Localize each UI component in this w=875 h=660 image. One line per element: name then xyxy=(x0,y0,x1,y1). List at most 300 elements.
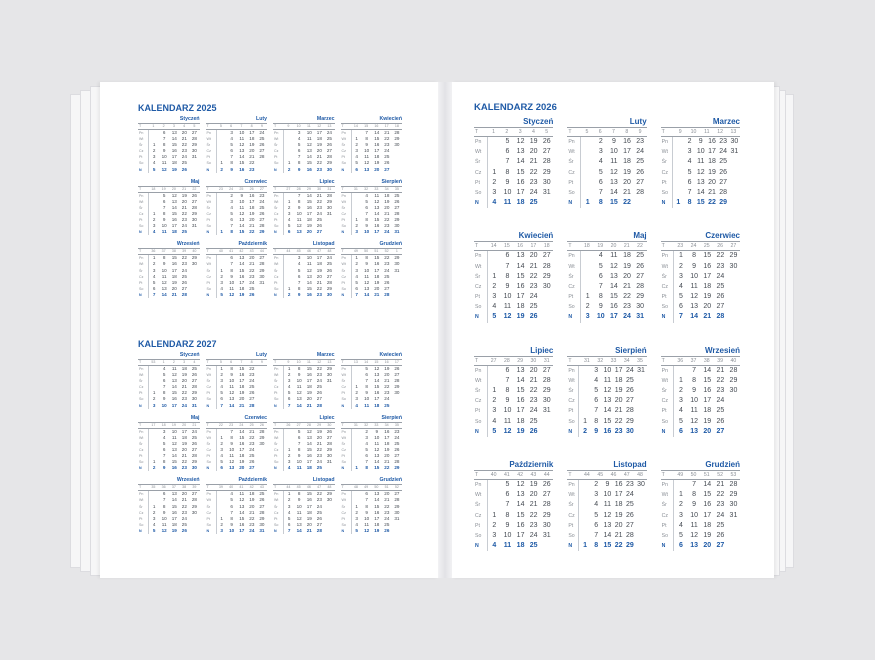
day-row xyxy=(661,302,740,312)
day-label: So xyxy=(474,302,488,312)
day-row xyxy=(661,292,740,302)
day-cell: 24 xyxy=(636,148,645,156)
day-cell: 20 xyxy=(703,542,712,550)
day-cell: 15 xyxy=(171,210,177,216)
day-cell: 5 xyxy=(297,267,301,273)
day-cell xyxy=(673,168,684,178)
day-label: Wt xyxy=(341,261,352,267)
day-label: Pn xyxy=(273,255,284,261)
day-cell: 7 xyxy=(365,210,368,216)
day-cell: 2 xyxy=(355,261,358,267)
day-cell: 28 xyxy=(326,192,332,198)
day-cell: 1 xyxy=(152,142,156,148)
day-cell: 19 xyxy=(374,527,380,533)
week-number-row xyxy=(474,241,553,251)
day-cell: 20 xyxy=(529,491,538,499)
day-cell: 31 xyxy=(191,154,197,160)
day-label: Wt xyxy=(138,136,149,142)
day-label: Pt xyxy=(661,521,675,531)
day-cell: 22 xyxy=(316,160,322,166)
day-cell: 20 xyxy=(374,285,380,291)
day-cell: 27 xyxy=(636,272,645,280)
day-cell: 30 xyxy=(326,497,332,503)
day-cell: 29 xyxy=(542,387,551,394)
day-cell: 21 xyxy=(384,459,390,465)
day-cell: 29 xyxy=(326,160,332,166)
day-cell: 13 xyxy=(696,178,705,186)
day-cell: 5 xyxy=(505,480,510,488)
month-block xyxy=(661,345,740,437)
day-cell: 22 xyxy=(708,199,716,207)
day-cell: 25 xyxy=(191,434,197,440)
day-cell: 20 xyxy=(623,178,631,186)
week-number: 26 xyxy=(259,422,264,427)
day-label: Śr xyxy=(341,205,352,211)
day-cell: 12 xyxy=(516,138,525,145)
day-cell: 15 xyxy=(171,503,177,509)
week-number: 9 xyxy=(260,360,263,364)
calendar-grid-2025 xyxy=(138,116,402,298)
day-cell: 30 xyxy=(326,204,332,210)
day-cell: 25 xyxy=(326,136,332,142)
day-cell: 5 xyxy=(230,497,233,503)
day-label: N xyxy=(567,312,581,322)
month-name: Sierpień xyxy=(381,414,402,421)
week-number: 49 xyxy=(364,485,369,490)
day-label: Pn xyxy=(341,366,352,372)
day-row xyxy=(567,427,646,437)
day-row xyxy=(567,480,646,490)
day-label: Pn xyxy=(206,193,217,199)
day-cell: 21 xyxy=(181,384,187,390)
day-cell: 21 xyxy=(529,501,538,509)
week-number: 38 xyxy=(171,249,176,254)
day-cell: 27 xyxy=(542,366,551,374)
day-cell xyxy=(635,406,646,416)
month-block xyxy=(567,459,646,551)
day-cell: 29 xyxy=(191,142,197,148)
day-cell xyxy=(324,403,334,409)
month-name: Wrzesień xyxy=(176,241,200,248)
day-cell: 8 xyxy=(162,459,166,465)
day-cell: 2 xyxy=(492,178,497,186)
week-number: 14 xyxy=(490,243,497,250)
day-cell: 18 xyxy=(516,417,525,425)
day-cell: 16 xyxy=(614,480,623,488)
day-cell: 17 xyxy=(171,402,177,408)
day-label: Pn xyxy=(138,366,149,372)
week-number: 9 xyxy=(287,124,290,128)
day-cell: 8 xyxy=(297,198,301,204)
month-block xyxy=(206,415,268,472)
week-number: 23 xyxy=(218,186,223,191)
month-block xyxy=(474,230,553,322)
week-number: 10 xyxy=(690,129,697,135)
month-name: Wrzesień xyxy=(176,477,200,484)
day-cell: 3 xyxy=(287,378,291,384)
day-cell: 20 xyxy=(708,178,716,186)
day-label: Cz xyxy=(138,274,149,280)
day-cell: 18 xyxy=(181,434,187,440)
week-number: 1 xyxy=(152,124,155,128)
week-number: 5 xyxy=(219,124,222,128)
week-number: 53 xyxy=(151,360,156,364)
day-cell: 2 xyxy=(152,465,156,471)
day-cell xyxy=(581,137,594,147)
day-cell xyxy=(488,500,501,510)
day-cell: 30 xyxy=(729,387,738,394)
day-cell: 8 xyxy=(505,387,510,394)
day-cell: 11 xyxy=(171,366,177,371)
day-cell: 7 xyxy=(365,378,368,384)
day-cell: 3 xyxy=(492,293,497,301)
day-cell xyxy=(727,406,740,416)
day-cell: 11 xyxy=(239,136,245,142)
day-cell: 21 xyxy=(316,154,322,160)
day-cell: 17 xyxy=(623,148,631,156)
day-cell: 26 xyxy=(394,446,400,452)
day-cell: 8 xyxy=(365,217,368,223)
day-label: So xyxy=(273,396,284,402)
week-number: 32 xyxy=(364,186,369,191)
day-cell xyxy=(673,188,684,198)
day-row xyxy=(661,157,740,167)
day-cell: 24 xyxy=(625,491,634,499)
day-cell xyxy=(635,541,646,551)
week-number: 52 xyxy=(717,471,723,478)
day-cell: 12 xyxy=(610,262,618,270)
day-cell: 10 xyxy=(690,272,699,280)
day-cell: 30 xyxy=(394,390,400,396)
week-number-row xyxy=(273,123,335,130)
month-block xyxy=(138,116,200,173)
day-cell: 13 xyxy=(306,434,312,440)
day-cell: 14 xyxy=(610,282,618,290)
day-cell: 25 xyxy=(181,273,187,279)
day-cell: 15 xyxy=(703,376,712,384)
month-block xyxy=(273,415,335,472)
day-cell: 22 xyxy=(623,199,631,207)
day-cell: 28 xyxy=(542,501,551,509)
day-row xyxy=(474,147,553,157)
month-block xyxy=(138,352,200,409)
day-cell: 8 xyxy=(297,160,301,166)
month-name: Styczeń xyxy=(179,352,200,358)
day-cell: 31 xyxy=(394,229,400,235)
day-cell: 7 xyxy=(505,262,510,270)
day-cell: 16 xyxy=(306,497,312,503)
day-label: Wt xyxy=(661,376,675,386)
day-label: So xyxy=(206,396,217,402)
day-label: So xyxy=(661,302,675,312)
day-cell: 26 xyxy=(249,390,255,396)
day-cell: 27 xyxy=(326,148,332,154)
day-cell: 14 xyxy=(516,158,525,166)
day-cell: 30 xyxy=(394,509,400,515)
day-row xyxy=(567,521,646,531)
week-number: 35 xyxy=(394,186,399,191)
day-cell: 22 xyxy=(614,542,623,550)
day-row xyxy=(661,511,740,521)
week-number-row xyxy=(273,484,335,491)
day-label: Pn xyxy=(567,251,581,261)
day-row xyxy=(474,511,553,521)
day-cell: 5 xyxy=(287,223,291,229)
day-label: Cz xyxy=(661,511,675,521)
week-number: 35 xyxy=(151,485,156,490)
day-cell: 27 xyxy=(316,521,322,527)
week-number: 30 xyxy=(327,422,332,427)
day-cell: 26 xyxy=(529,313,538,321)
day-cell: 26 xyxy=(384,160,390,166)
month-block xyxy=(474,345,553,437)
day-row xyxy=(474,157,553,167)
day-cell: 4 xyxy=(679,407,683,415)
week-label: T xyxy=(206,186,209,191)
day-cell: 8 xyxy=(365,465,368,471)
day-label: So xyxy=(567,302,581,312)
week-number: 19 xyxy=(161,186,166,191)
day-cell: 19 xyxy=(623,262,631,270)
week-number: 16 xyxy=(374,124,379,128)
day-cell: 21 xyxy=(623,188,631,196)
day-cell: 21 xyxy=(316,440,322,446)
day-cell: 18 xyxy=(181,366,187,371)
book-spine xyxy=(438,82,452,578)
day-label: So xyxy=(273,459,284,465)
day-cell: 4 xyxy=(679,282,683,290)
week-number: 23 xyxy=(229,422,234,427)
month-block xyxy=(661,116,740,208)
day-cell: 8 xyxy=(230,267,233,273)
day-cell: 9 xyxy=(162,465,166,471)
day-cell: 8 xyxy=(692,376,697,384)
day-cell: 17 xyxy=(516,407,525,415)
day-cell: 23 xyxy=(529,282,538,290)
day-label: Śr xyxy=(273,378,284,384)
day-cell: 12 xyxy=(229,390,235,396)
day-cell: 28 xyxy=(191,204,197,210)
day-cell: 17 xyxy=(249,130,255,135)
day-cell: 23 xyxy=(316,291,322,297)
day-row xyxy=(474,500,553,510)
day-cell: 23 xyxy=(636,138,645,145)
day-row xyxy=(567,500,646,510)
day-cell: 26 xyxy=(384,527,390,533)
day-cell: 9 xyxy=(162,217,166,223)
day-cell: 30 xyxy=(542,397,551,405)
day-cell: 29 xyxy=(542,511,551,519)
day-label: So xyxy=(341,396,352,402)
day-label: Cz xyxy=(661,282,675,292)
day-cell: 27 xyxy=(249,396,255,402)
day-cell: 25 xyxy=(529,199,538,207)
day-cell: 29 xyxy=(394,384,400,390)
week-number: 11 xyxy=(704,129,710,135)
day-cell: 9 xyxy=(692,262,697,270)
day-cell: 31 xyxy=(259,527,265,533)
day-cell: 8 xyxy=(505,511,510,519)
day-cell: 25 xyxy=(191,366,197,371)
day-cell: 16 xyxy=(610,303,618,311)
day-cell: 2 xyxy=(583,427,587,435)
day-cell xyxy=(488,376,501,386)
day-cell: 26 xyxy=(542,138,551,145)
day-cell: 30 xyxy=(394,142,400,148)
day-cell: 18 xyxy=(384,192,390,198)
day-label: Pt xyxy=(273,280,284,286)
day-cell: 18 xyxy=(374,154,380,160)
day-cell: 17 xyxy=(239,279,245,285)
week-number-row xyxy=(341,422,403,429)
day-cell: 26 xyxy=(542,480,551,488)
day-cell: 14 xyxy=(296,527,302,533)
day-label: Pn xyxy=(661,137,673,147)
day-cell: 11 xyxy=(690,407,698,415)
day-cell: 19 xyxy=(171,166,177,172)
day-cell: 5 xyxy=(297,428,301,434)
day-cell: 18 xyxy=(516,542,525,550)
day-cell: 25 xyxy=(384,402,390,408)
day-cell: 27 xyxy=(716,542,725,550)
day-cell: 26 xyxy=(181,166,187,172)
week-number-row xyxy=(138,186,200,193)
day-cell xyxy=(581,188,594,198)
day-cell: 9 xyxy=(594,427,599,435)
day-cell: 4 xyxy=(492,199,497,207)
week-number-row xyxy=(206,422,268,429)
day-cell: 18 xyxy=(703,282,712,290)
day-cell: 3 xyxy=(585,313,590,321)
day-row xyxy=(138,465,200,471)
calendar-title-2027: KALENDARZ 2027 xyxy=(138,339,217,349)
day-cell: 7 xyxy=(598,188,603,196)
day-cell: 30 xyxy=(637,480,645,488)
day-cell: 16 xyxy=(249,192,255,198)
month-name: Lipiec xyxy=(319,178,335,185)
day-cell: 17 xyxy=(516,531,525,539)
day-cell: 22 xyxy=(384,465,390,471)
day-cell: 13 xyxy=(374,372,380,378)
month-name: Kwiecień xyxy=(379,352,402,358)
day-cell: 21 xyxy=(306,527,312,533)
day-cell: 17 xyxy=(614,491,623,499)
day-cell: 5 xyxy=(152,279,156,285)
day-row xyxy=(567,282,646,292)
day-cell: 30 xyxy=(729,262,738,270)
week-number: 37 xyxy=(161,249,166,254)
day-cell: 26 xyxy=(249,459,255,465)
day-label: N xyxy=(341,528,352,534)
day-cell: 22 xyxy=(181,210,187,216)
day-cell: 14 xyxy=(603,531,612,539)
day-cell: 9 xyxy=(162,261,166,267)
day-label: Wt xyxy=(567,490,579,500)
day-cell: 6 xyxy=(220,396,223,402)
day-label: Pn xyxy=(661,251,675,261)
day-cell xyxy=(189,229,199,235)
day-cell: 10 xyxy=(306,255,312,261)
day-cell: 24 xyxy=(384,396,390,402)
day-cell: 1 xyxy=(287,491,291,497)
day-cell: 13 xyxy=(229,396,235,402)
day-cell: 27 xyxy=(716,427,725,435)
day-cell: 11 xyxy=(161,521,167,527)
day-cell: 26 xyxy=(716,417,725,425)
day-cell: 3 xyxy=(152,402,156,408)
day-cell: 15 xyxy=(239,434,245,440)
day-cell: 5 xyxy=(365,198,368,204)
month-block xyxy=(273,116,335,173)
day-cell: 28 xyxy=(259,261,265,267)
day-cell: 3 xyxy=(287,503,291,509)
day-cell: 28 xyxy=(394,210,400,216)
day-cell: 30 xyxy=(191,217,197,223)
week-number: 3 xyxy=(518,129,522,135)
day-cell: 29 xyxy=(326,285,332,291)
week-number: 34 xyxy=(384,186,389,191)
day-label: Wt xyxy=(661,262,675,272)
day-cell xyxy=(729,157,740,167)
week-number: 2 xyxy=(162,124,165,128)
day-cell: 6 xyxy=(365,204,368,210)
week-number: 46 xyxy=(306,249,311,254)
day-cell: 25 xyxy=(716,407,725,415)
week-number: 12 xyxy=(317,124,322,128)
day-cell xyxy=(727,541,740,551)
day-cell: 4 xyxy=(220,285,223,291)
day-label: Wt xyxy=(206,497,217,503)
day-cell: 20 xyxy=(306,396,312,402)
day-cell: 13 xyxy=(603,521,612,529)
day-cell: 9 xyxy=(230,440,233,446)
day-cell: 28 xyxy=(191,384,197,390)
day-cell: 15 xyxy=(603,417,612,425)
day-label: Cz xyxy=(273,211,284,217)
day-cell xyxy=(635,417,646,427)
day-cell: 7 xyxy=(230,261,233,267)
day-cell: 28 xyxy=(326,154,332,160)
day-cell: 5 xyxy=(687,168,692,176)
day-label: Pt xyxy=(138,154,149,160)
day-label: So xyxy=(273,522,284,528)
day-label: Pn xyxy=(474,251,488,261)
day-cell xyxy=(488,137,501,147)
day-cell: 8 xyxy=(598,293,603,301)
day-cell: 31 xyxy=(542,407,551,415)
day-cell: 10 xyxy=(229,279,235,285)
week-label: T xyxy=(274,124,277,128)
day-label: N xyxy=(341,167,352,173)
day-cell xyxy=(488,366,501,376)
day-cell: 17 xyxy=(239,446,245,452)
day-cell: 22 xyxy=(623,293,631,301)
day-cell: 28 xyxy=(259,509,265,515)
day-cell: 24 xyxy=(394,434,400,440)
day-cell xyxy=(635,511,646,521)
day-cell: 15 xyxy=(703,252,712,260)
day-cell: 4 xyxy=(297,136,301,142)
day-cell: 22 xyxy=(384,217,390,223)
day-cell: 16 xyxy=(603,427,612,435)
day-cell: 29 xyxy=(191,210,197,216)
day-cell: 6 xyxy=(365,372,368,378)
day-cell: 10 xyxy=(239,130,245,135)
day-cell: 6 xyxy=(365,453,368,459)
day-cell: 19 xyxy=(374,160,380,166)
day-cell: 13 xyxy=(374,204,380,210)
day-cell: 19 xyxy=(384,198,390,204)
